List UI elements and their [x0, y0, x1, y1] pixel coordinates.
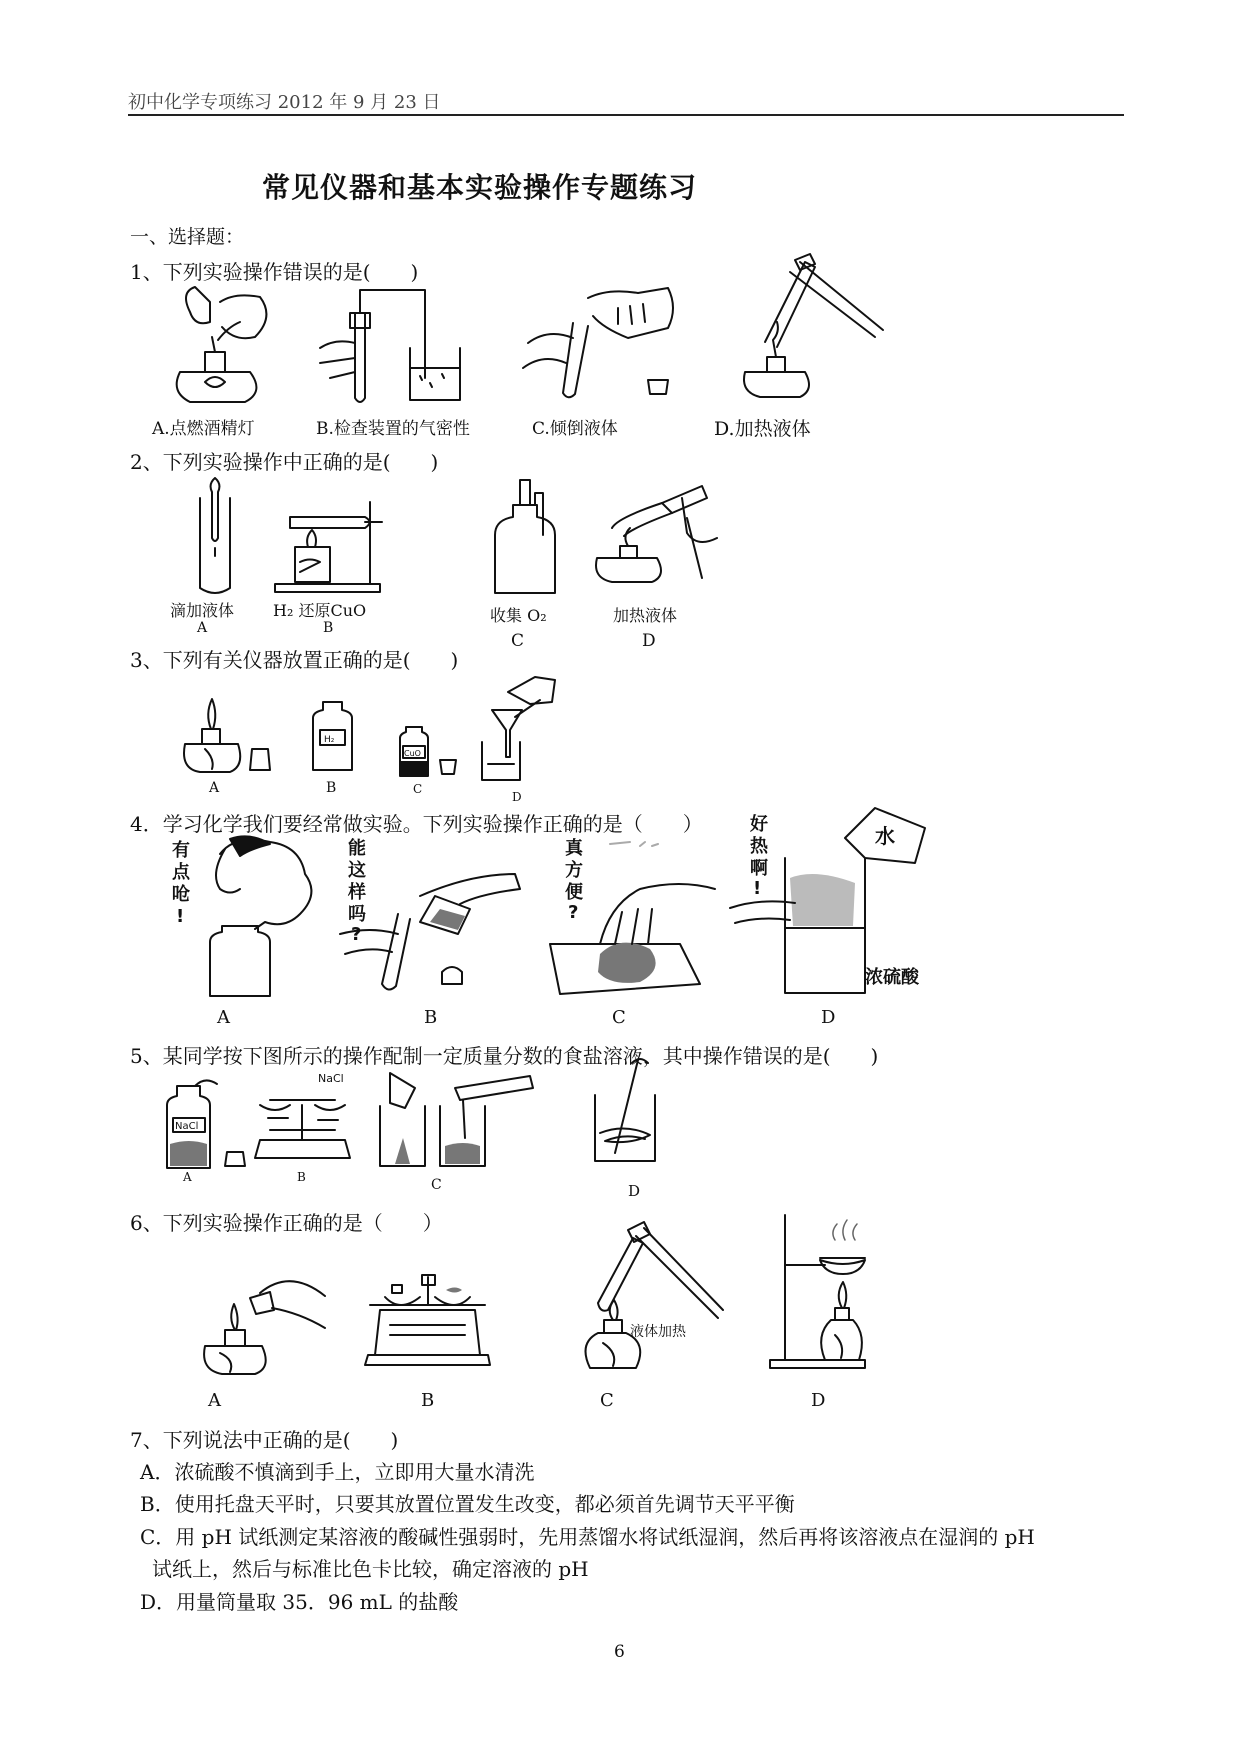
svg-text:吗: 吗 — [348, 904, 366, 925]
q3-b-reagent-bottle-illustration — [310, 700, 355, 772]
q6-b-balance-illustration — [360, 1255, 495, 1370]
q6-letter-b: B — [421, 1390, 435, 1411]
svg-text:!: ! — [753, 878, 762, 899]
question-1-stem: 1、下列实验操作错误的是( ) — [130, 260, 419, 284]
q4-d-dilute-acid-illustration — [725, 808, 940, 1004]
q6-c-liquid-heating-illustration — [578, 1218, 723, 1370]
q4-letter-d: D — [821, 1007, 836, 1028]
q5-b-balance-illustration — [250, 1070, 355, 1170]
q4-a-smelling-gas-illustration — [170, 834, 320, 1004]
svg-text:这: 这 — [348, 860, 366, 881]
svg-text:呛: 呛 — [172, 884, 190, 905]
q2-d-heating-liquid-illustration — [592, 478, 722, 586]
q2-c-gas-bottle-illustration — [485, 475, 570, 600]
q5-c-dissolve-pour-illustration — [375, 1068, 540, 1168]
q5-label-nacl-balance: NaCl — [318, 1072, 344, 1085]
q3-letter-a: A — [209, 780, 220, 796]
svg-text:啊: 啊 — [750, 858, 768, 879]
q2-b-h2-reduce-cuo-illustration — [270, 492, 390, 597]
q4-label-acid: 浓硫酸 — [865, 967, 919, 988]
question-6-stem: 6、下列实验操作正确的是（ ） — [130, 1211, 443, 1235]
page-title: 常见仪器和基本实验操作专题练习 — [262, 171, 698, 204]
q6-letter-a: A — [208, 1390, 221, 1411]
question-7-stem: 7、下列说法中正确的是( ) — [130, 1428, 399, 1452]
q6-d-evaporation-illustration — [765, 1210, 895, 1370]
q7-option-d: D．用量筒量取 35．96 mL 的盐酸 — [140, 1590, 459, 1614]
q5-a-nacl-bottle-illustration — [165, 1080, 255, 1170]
q1-caption-a: A.点燃酒精灯 — [152, 419, 255, 439]
question-2-stem: 2、下列实验操作中正确的是( ) — [130, 450, 439, 474]
q4-letter-b: B — [424, 1007, 438, 1028]
q5-label-nacl-bottle: NaCl — [175, 1121, 199, 1132]
q5-letter-b: B — [297, 1170, 306, 1184]
q4-label-water: 水 — [875, 824, 895, 848]
q2-caption-c: 收集 O₂ — [490, 606, 547, 625]
q7-option-b: B．使用托盘天平时，只要其放置位置发生改变，都必须首先调节天平平衡 — [140, 1492, 795, 1516]
q3-c-cuo-bottle-illustration — [398, 726, 473, 778]
question-5-stem: 5、某同学按下图所示的操作配制一定质量分数的食盐溶液，其中操作错误的是( ) — [130, 1044, 879, 1068]
section-heading: 一、选择题： — [130, 226, 245, 248]
question-3-stem: 3、下列有关仪器放置正确的是( ) — [130, 648, 459, 672]
q4-c-touching-reagent-illustration — [540, 834, 720, 1004]
q2-letter-b: B — [323, 620, 334, 636]
q1-caption-d: D.加热液体 — [714, 418, 811, 440]
header-rule — [128, 114, 1124, 116]
q2-letter-a: A — [197, 620, 208, 636]
q1-c-pouring-liquid-illustration — [518, 268, 688, 408]
svg-text:好: 好 — [750, 814, 768, 835]
page-number: 6 — [614, 1642, 625, 1662]
q3-d-funnel-filter-illustration — [480, 672, 560, 782]
q3-bottle-label-cuo: CuO — [404, 749, 421, 758]
q1-b-airtight-check-illustration — [310, 268, 470, 408]
svg-text:样: 样 — [348, 882, 366, 903]
q3-letter-c: C — [413, 782, 423, 796]
q6-letter-c: C — [600, 1390, 614, 1411]
svg-text:真: 真 — [565, 838, 583, 859]
q7-option-c-continued: 试纸上，然后与标准比色卡比较，确定溶液的 pH — [152, 1557, 589, 1581]
svg-text:点: 点 — [172, 862, 190, 883]
q1-caption-c: C.倾倒液体 — [532, 419, 618, 439]
svg-text:?: ? — [351, 924, 362, 945]
q3-bottle-label-h2: H₂ — [324, 735, 335, 745]
q3-letter-d: D — [512, 790, 522, 804]
q3-letter-b: B — [326, 780, 337, 796]
q5-letter-d: D — [628, 1182, 641, 1200]
q4-b-pouring-illustration — [340, 834, 530, 1004]
question-4-stem: 4．学习化学我们要经常做实验。下列实验操作正确的是（ ） — [130, 812, 703, 836]
q5-letter-a: A — [183, 1170, 192, 1184]
q6-a-lamp-extinguish-illustration — [200, 1268, 330, 1378]
q2-letter-d: D — [642, 631, 656, 651]
q2-caption-a: 滴加液体 — [170, 601, 235, 620]
q4-bubble-a: 有 — [172, 840, 190, 861]
q5-d-stirring-illustration — [590, 1055, 665, 1165]
q4-letter-c: C — [612, 1007, 626, 1028]
q7-option-a: A．浓硫酸不慎滴到手上，立即用大量水清洗 — [140, 1460, 535, 1484]
svg-text:热: 热 — [750, 836, 768, 857]
svg-text:方: 方 — [565, 860, 583, 881]
svg-text:能: 能 — [348, 838, 366, 859]
page-header: 初中化学专项练习 2012 年 9 月 23 日 — [128, 92, 441, 113]
svg-text:?: ? — [568, 902, 579, 923]
q6-letter-d: D — [811, 1390, 826, 1411]
q7-option-c: C．用 pH 试纸测定某溶液的酸碱性强弱时，先用蒸馏水将试纸湿润，然后再将该溶液点在湿润的 pH — [140, 1525, 1035, 1549]
q5-letter-c: C — [431, 1177, 442, 1193]
q6-c-caption: 液体加热 — [630, 1324, 686, 1340]
q1-a-lamp-lighting-illustration — [150, 282, 280, 407]
q3-a-lamp-and-cap-illustration — [180, 674, 280, 774]
svg-text:便: 便 — [565, 882, 583, 903]
q2-letter-c: C — [511, 631, 525, 651]
q4-letter-a: A — [217, 1007, 230, 1028]
q2-caption-b: H₂ 还原CuO — [273, 601, 367, 620]
q2-caption-d: 加热液体 — [613, 606, 678, 625]
svg-text:!: ! — [176, 906, 185, 927]
q1-caption-b: B.检查装置的气密性 — [316, 419, 470, 439]
q1-d-heating-liquid-illustration — [735, 252, 885, 402]
q2-a-dropper-illustration — [190, 478, 240, 596]
